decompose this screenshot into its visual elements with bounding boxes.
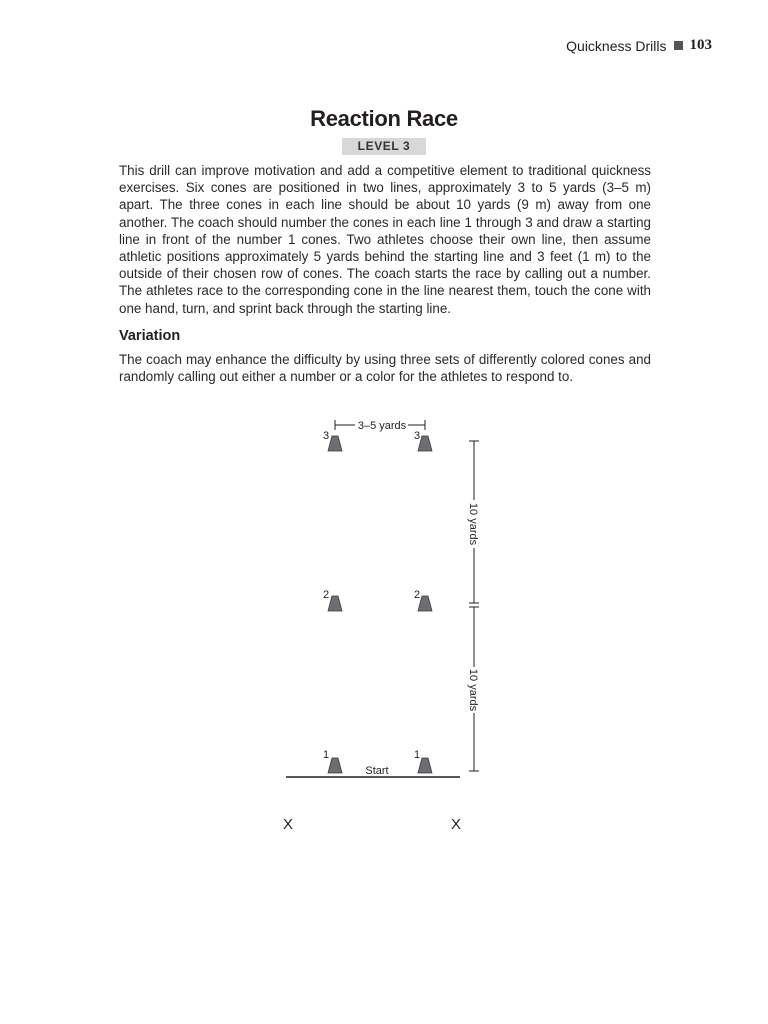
variation-text: The coach may enhance the difficulty by using three sets of differently colored cones and randomly calling out either a number or a color for the athletes to respond to. [119, 352, 651, 385]
cone-label-left-top: 3 [322, 430, 330, 442]
start-label: Start [365, 765, 389, 777]
cone-label-right-mid: 2 [413, 589, 421, 601]
cone-right-top [418, 436, 432, 451]
distance-label-top: 10 yards [467, 502, 479, 546]
drill-title: Reaction Race [310, 106, 458, 131]
page-number: 103 [689, 37, 712, 53]
cone-left-bottom [328, 758, 342, 773]
cone-label-right-top: 3 [413, 430, 421, 442]
athlete-left-marker: X [282, 816, 294, 833]
cone-label-right-bottom: 1 [413, 749, 421, 761]
cone-label-left-mid: 2 [322, 589, 330, 601]
drill-description: This drill can improve motivation and add a competitive element to traditional quickness exercises. Six cones are positioned in two lines, approximately 3 to 5 yards (3–5 m) apart. The three cones in each line should be about 10 yards (9 m) away from one another. The coach should number the cones in each line 1 through 3 and draw a starting line in front of the number 1 cones. Two athletes choose their own line, then assume athletic positions approximately 5 yards behind the starting line and 3 feet (1 m) to the outside of their chosen row of cones. The coach starts the race by calling out a number. The athletes race to the corresponding cone in the line nearest them, touch the cone with one hand, turn, and sprint back through the starting line. [119, 163, 651, 316]
cone-left-top [328, 436, 342, 451]
distance-dimension [469, 441, 479, 771]
width-label: 3–5 yards [357, 420, 407, 432]
level-badge: LEVEL 3 [342, 138, 426, 155]
cone-left-mid [328, 596, 342, 611]
cone-right-mid [418, 596, 432, 611]
cone-label-left-bottom: 1 [322, 749, 330, 761]
variation-heading: Variation [119, 328, 181, 344]
distance-label-bottom: 10 yards [467, 668, 479, 712]
athlete-right-marker: X [450, 816, 462, 833]
section-title: Quickness Drills [566, 37, 667, 54]
cone-right-bottom [418, 758, 432, 773]
